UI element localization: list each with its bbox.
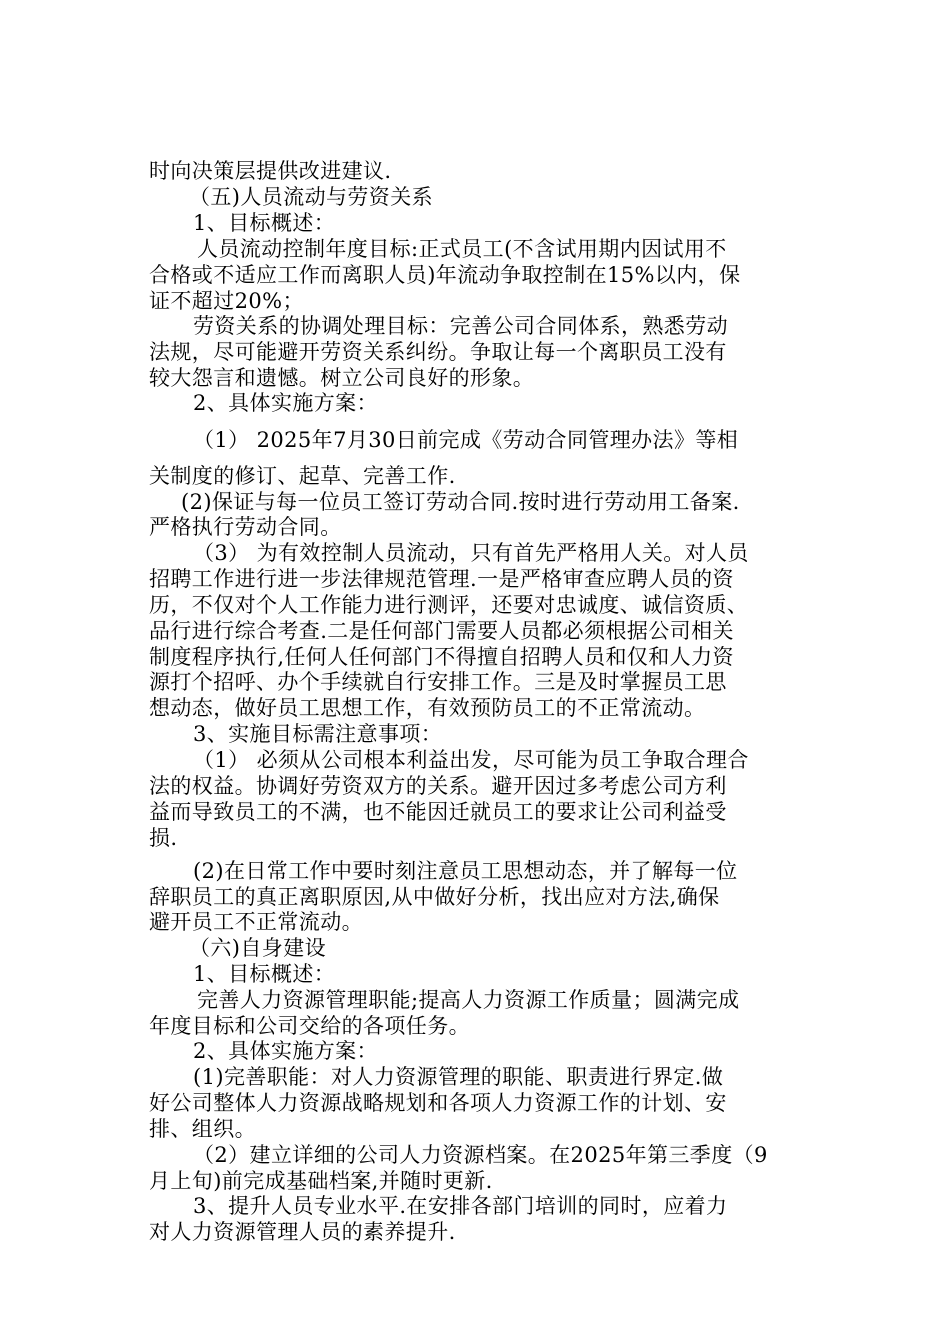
text-line: 月上旬)前完成基础档案,并随时更新. bbox=[149, 1169, 493, 1193]
text-line: 严格执行劳动合同。 bbox=[149, 515, 342, 539]
text-line: 3、提升人员专业水平.在安排各部门培训的同时，应着力 bbox=[193, 1194, 728, 1218]
text-line: 想动态，做好员工思想工作，有效预防员工的不正常流动。 bbox=[149, 696, 706, 720]
text-line: 完善人力资源管理职能;提高人力资源工作质量；圆满完成 bbox=[197, 988, 740, 1012]
section-heading: （六)自身建设 bbox=[189, 936, 326, 960]
subsection-heading: 2、具体实施方案： bbox=[193, 1039, 378, 1063]
text-line: 证不超过20%； bbox=[149, 289, 304, 313]
text-line: (2)保证与每一位员工签订劳动合同.按时进行劳动用工备案. bbox=[181, 490, 740, 514]
text-line: 对人力资源管理人员的素养提升. bbox=[149, 1220, 456, 1244]
text-line: 人员流动控制年度目标:正式员工(不含试用期内因试用不 bbox=[197, 237, 727, 261]
text-line: 时向决策层提供改进建议. bbox=[149, 159, 392, 183]
text-line: 招聘工作进行进一步法律规范管理.一是严格审查应聘人员的资 bbox=[149, 567, 734, 591]
text-line: （2）建立详细的公司人力资源档案。在2025年第三季度（9 bbox=[193, 1143, 768, 1167]
text-line: 法规，尽可能避开劳资关系纠纷。争取让每一个离职员工没有 bbox=[149, 340, 727, 364]
text-line: 避开员工不正常流动。 bbox=[149, 910, 363, 934]
text-line: 制度程序执行,任何人任何部门不得擅自招聘人员和仅和人力资 bbox=[149, 645, 734, 669]
subsection-heading: 1、目标概述： bbox=[193, 211, 336, 235]
text-line: 好公司整体人力资源战略规划和各项人力资源工作的计划、安 bbox=[149, 1091, 727, 1115]
text-line: （1） 2025年7月30日前完成《劳动合同管理办法》等相 bbox=[193, 428, 739, 452]
text-line: (1)完善职能：对人力资源管理的职能、职责进行界定.做 bbox=[193, 1065, 724, 1089]
text-line: 年度目标和公司交给的各项任务。 bbox=[149, 1014, 470, 1038]
subsection-heading: 1、目标概述： bbox=[193, 962, 336, 986]
text-line: 关制度的修订、起草、完善工作. bbox=[149, 464, 456, 488]
text-line: 损. bbox=[149, 826, 178, 850]
text-line: 排、组织。 bbox=[149, 1117, 256, 1141]
text-line: 劳资关系的协调处理目标：完善公司合同体系，熟悉劳动 bbox=[193, 314, 728, 338]
text-line: （3） 为有效控制人员流动，只有首先严格用人关。对人员 bbox=[193, 541, 749, 565]
text-line: （1） 必须从公司根本利益出发，尽可能为员工争取合理合 bbox=[193, 748, 749, 772]
section-heading: （五)人员流动与劳资关系 bbox=[189, 185, 433, 209]
text-line: (2)在日常工作中要时刻注意员工思想动态，并了解每一位 bbox=[193, 859, 738, 883]
text-line: 历，不仅对个人工作能力进行测评，还要对忠诚度、诚信资质、 bbox=[149, 593, 749, 617]
text-line: 合格或不适应工作而离职人员)年流动争取控制在15%以内，保 bbox=[149, 263, 741, 287]
text-line: 益而导致员工的不满，也不能因迁就员工的要求让公司利益受 bbox=[149, 800, 727, 824]
text-line: 较大怨言和遗憾。树立公司良好的形象。 bbox=[149, 366, 535, 390]
text-line: 法的权益。协调好劳资双方的关系。避开因过多考虑公司方利 bbox=[149, 774, 727, 798]
text-line: 品行进行综合考查.二是任何部门需要人员都必须根据公司相关 bbox=[149, 619, 734, 643]
subsection-heading: 2、具体实施方案： bbox=[193, 391, 378, 415]
text-line: 辞职员工的真正离职原因,从中做好分析，找出应对方法,确保 bbox=[149, 885, 720, 909]
text-line: 源打个招呼、办个手续就自行安排工作。三是及时掌握员工思 bbox=[149, 670, 727, 694]
subsection-heading: 3、实施目标需注意事项： bbox=[193, 722, 443, 746]
